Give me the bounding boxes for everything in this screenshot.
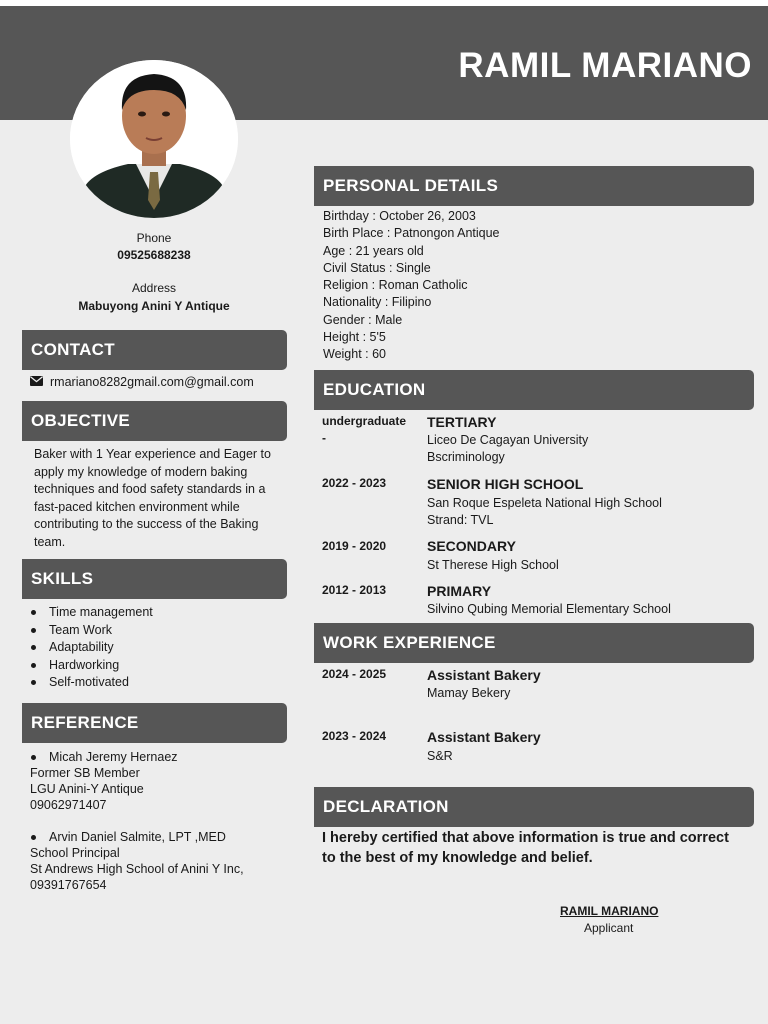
objective-text: Baker with 1 Year experience and Eager to apply my knowledge of modern baking techniques and food safety standards in a fast-paced kitchen environment while contributing to the success of the Baking team. xyxy=(34,447,271,549)
education-level: PRIMARY xyxy=(427,583,492,599)
signature-name: RAMIL MARIANO xyxy=(560,904,659,918)
address-value: Mabuyong Anini Y Antique xyxy=(78,299,230,313)
personal-details-list xyxy=(323,208,500,364)
reference-office: St Andrews High School of Anini Y Inc, xyxy=(30,862,244,876)
education-school: St Therese High School xyxy=(427,558,559,572)
declaration-text: I hereby certified that above information is true and correct to the best of my knowledge and belief. xyxy=(322,830,729,866)
reference-position: School Principal xyxy=(30,846,120,860)
work-position: Assistant Bakery xyxy=(427,729,541,745)
education-level: SENIOR HIGH SCHOOL xyxy=(427,476,584,492)
reference-office: LGU Anini-Y Antique xyxy=(30,782,144,796)
work-experience-heading: WORK EXPERIENCE xyxy=(314,623,754,663)
skill-item: Self-motivated xyxy=(22,674,153,692)
skill-item: Hardworking xyxy=(22,657,153,675)
religion-line: Religion : Roman Catholic xyxy=(323,278,468,293)
skills-list xyxy=(22,604,153,692)
work-year: 2024 - 2025 xyxy=(322,667,387,681)
reference-name: Micah Jeremy Hernaez xyxy=(49,750,178,764)
education-level: TERTIARY xyxy=(427,414,497,430)
reference-position: Former SB Member xyxy=(30,766,140,780)
reference-phone: 09062971407 xyxy=(30,798,107,812)
contact-heading: CONTACT xyxy=(22,330,287,370)
reference-1 xyxy=(30,749,178,813)
skill-item: Time management xyxy=(22,604,153,622)
education-school: Liceo De Cagayan University xyxy=(427,433,589,447)
phone-label: Phone xyxy=(136,231,172,245)
education-strand: Strand: TVL xyxy=(427,513,494,527)
signature-role: Applicant xyxy=(584,921,634,935)
weight-line: Weight : 60 xyxy=(323,347,387,362)
phone-value: 09525688238 xyxy=(117,248,191,262)
profile-photo xyxy=(70,60,238,218)
civil-status-line: Civil Status : Single xyxy=(323,260,431,275)
education-year: 2022 - 2023 xyxy=(322,476,387,490)
nationality-line: Nationality : Filipino xyxy=(323,295,432,310)
education-year-dash: - xyxy=(322,431,326,445)
height-line: Height : 5'5 xyxy=(323,330,386,345)
education-course: Bscriminology xyxy=(427,450,505,464)
birthday-line: Birthday : October 26, 2003 xyxy=(323,209,476,223)
birthplace-line: Birth Place : Patnongon Antique xyxy=(323,226,500,241)
skill-item: Team Work xyxy=(22,622,153,640)
skills-heading: SKILLS xyxy=(22,559,287,599)
email-row xyxy=(30,374,254,392)
education-year: 2012 - 2013 xyxy=(322,583,387,597)
objective-heading: OBJECTIVE xyxy=(22,401,287,441)
age-line: Age : 21 years old xyxy=(323,243,424,258)
education-heading: EDUCATION xyxy=(314,370,754,410)
education-year: undergraduate xyxy=(322,414,407,428)
email-address[interactable]: rmariano8282gmail.com@gmail.com xyxy=(50,375,254,389)
resume-page xyxy=(0,6,768,1024)
address-label: Address xyxy=(131,281,177,295)
reference-phone: 09391767654 xyxy=(30,878,107,892)
reference-heading: REFERENCE xyxy=(22,703,287,743)
personal-details-heading: PERSONAL DETAILS xyxy=(314,166,754,206)
work-year: 2023 - 2024 xyxy=(322,729,387,743)
work-company: S&R xyxy=(427,749,453,763)
education-year: 2019 - 2020 xyxy=(322,539,387,553)
education-school: Silvino Qubing Memorial Elementary School xyxy=(427,602,671,616)
work-position: Assistant Bakery xyxy=(427,667,541,683)
skill-item: Adaptability xyxy=(22,639,153,657)
declaration-heading: DECLARATION xyxy=(314,787,754,827)
envelope-icon xyxy=(30,374,44,392)
education-level: SECONDARY xyxy=(427,538,516,554)
gender-line: Gender : Male xyxy=(323,312,403,327)
education-school: San Roque Espeleta National High School xyxy=(427,496,662,510)
reference-2 xyxy=(30,829,244,893)
applicant-name: RAMIL MARIANO xyxy=(458,46,752,85)
reference-name: Arvin Daniel Salmite, LPT ,MED xyxy=(49,830,226,844)
work-company: Mamay Bekery xyxy=(427,686,511,700)
